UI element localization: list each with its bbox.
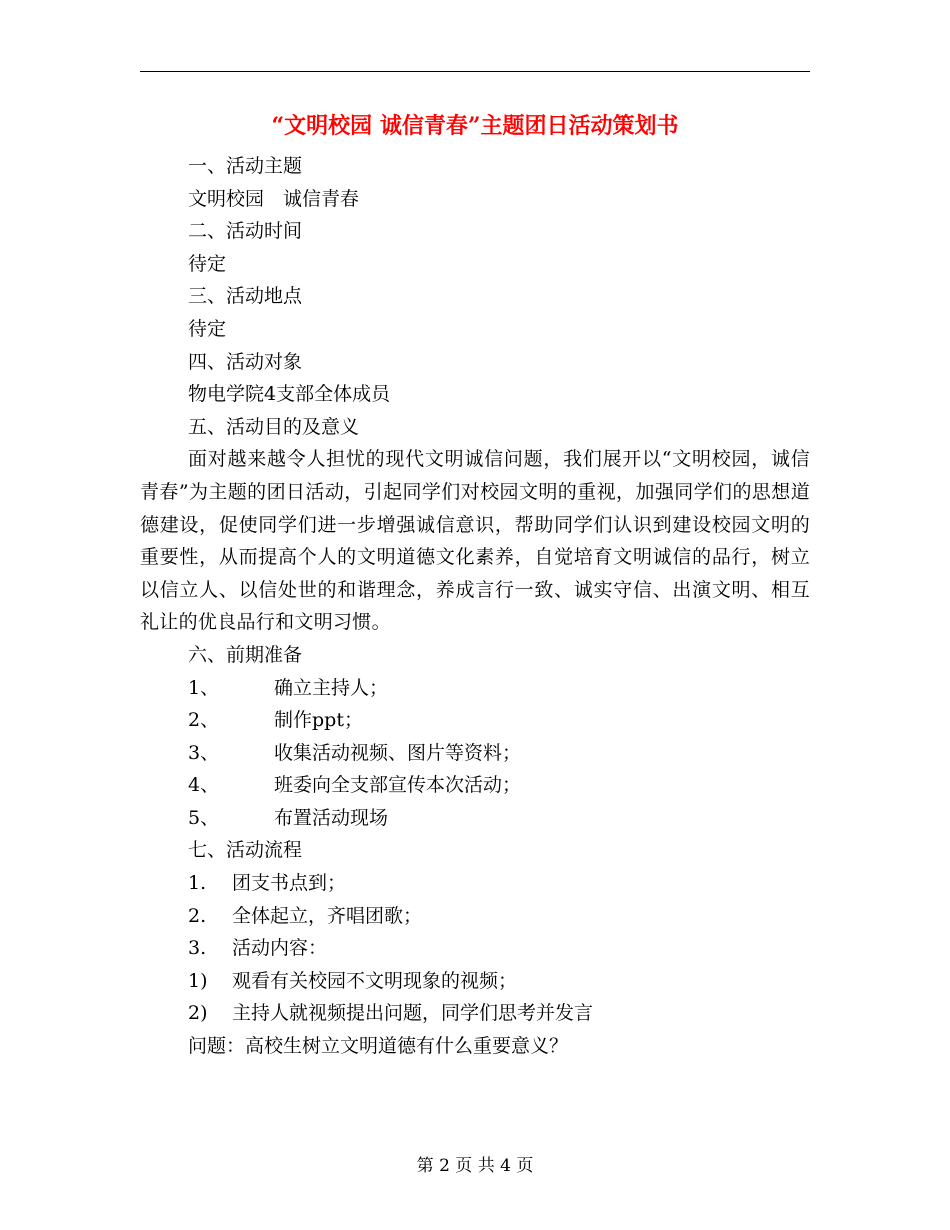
list-item: [140, 965, 810, 998]
place-text: 待定: [188, 317, 227, 340]
list-item-text: 制作ppt；: [274, 709, 363, 732]
list-item-text: 布置活动现场: [274, 806, 389, 829]
list-item-number: 2、: [188, 709, 220, 732]
list-item: [140, 867, 810, 900]
list-item-number: 1): [188, 969, 208, 992]
list-item-text: 观看有关校园不文明现象的视频；: [232, 969, 518, 992]
document-title: “文明校园 诚信青春”主题团日活动策划书: [271, 113, 679, 139]
list-item-text: 全体起立，齐唱团歌；: [232, 904, 423, 927]
target-heading: 四、活动对象: [188, 350, 303, 373]
flow-heading: 七、活动流程: [188, 839, 303, 862]
list-item-number: 4、: [188, 774, 220, 797]
list-item-number: 2.: [188, 904, 207, 927]
target-text: 物电学院4支部全体成员: [188, 383, 391, 406]
theme-heading: 一、活动主题: [188, 155, 303, 177]
list-item-text: 团支书点到；: [232, 872, 347, 895]
list-item: [140, 900, 810, 933]
place-heading: 三、活动地点: [188, 285, 303, 308]
prep-heading: 六、前期准备: [188, 643, 303, 666]
header-rule: [140, 71, 810, 72]
list-item: [140, 932, 810, 965]
page-footer: 第 2 页 共 4 页: [416, 1156, 534, 1176]
document-body: [140, 150, 810, 1063]
list-item-text: 主持人就视频提出问题，同学们思考并发言: [232, 1002, 594, 1025]
list-item-text: 确立主持人；: [274, 676, 389, 699]
list-item: [140, 802, 810, 835]
list-item: [140, 997, 810, 1030]
time-heading: 二、活动时间: [188, 220, 303, 243]
list-item-number: 3.: [188, 937, 207, 960]
purpose-paragraph: 面对越来越令人担忧的现代文明诚信问题，我们展开以“文明校园，诚信青春”为主题的团日活动，引起同学们对校园文明的重视，加强同学们的思想道德建设，促使同学们进一步增强诚信意识，帮助同学们认识到建设校园文明的重要性，从而提高个人的文明道德文化素养，自觉培育文明诚信的品行，树立以信立人、以信处世的和谐理念，养成言行一致、诚实守信、出演文明、相互礼让的优良品行和文明习惯。: [140, 448, 810, 634]
list-item-text: 收集活动视频、图片等资料；: [274, 741, 522, 764]
list-item-number: 3、: [188, 741, 220, 764]
list-item: [140, 672, 810, 705]
question-text: 问题：高校生树立文明道德有什么重要意义？: [188, 1035, 569, 1058]
list-item-number: 1、: [188, 676, 220, 699]
list-item-text: 活动内容：: [232, 937, 328, 960]
list-item-number: 5、: [188, 806, 220, 829]
list-item-text: 班委向全支部宣传本次活动；: [274, 774, 522, 797]
list-item-number: 2): [188, 1002, 208, 1025]
time-text: 待定: [188, 252, 227, 275]
list-item-number: 1.: [188, 872, 207, 895]
theme-text: 文明校园 诚信青春: [188, 187, 360, 210]
list-item: [140, 769, 810, 802]
purpose-heading: 五、活动目的及意义: [188, 415, 360, 438]
list-item: [140, 704, 810, 737]
list-item: [140, 737, 810, 770]
